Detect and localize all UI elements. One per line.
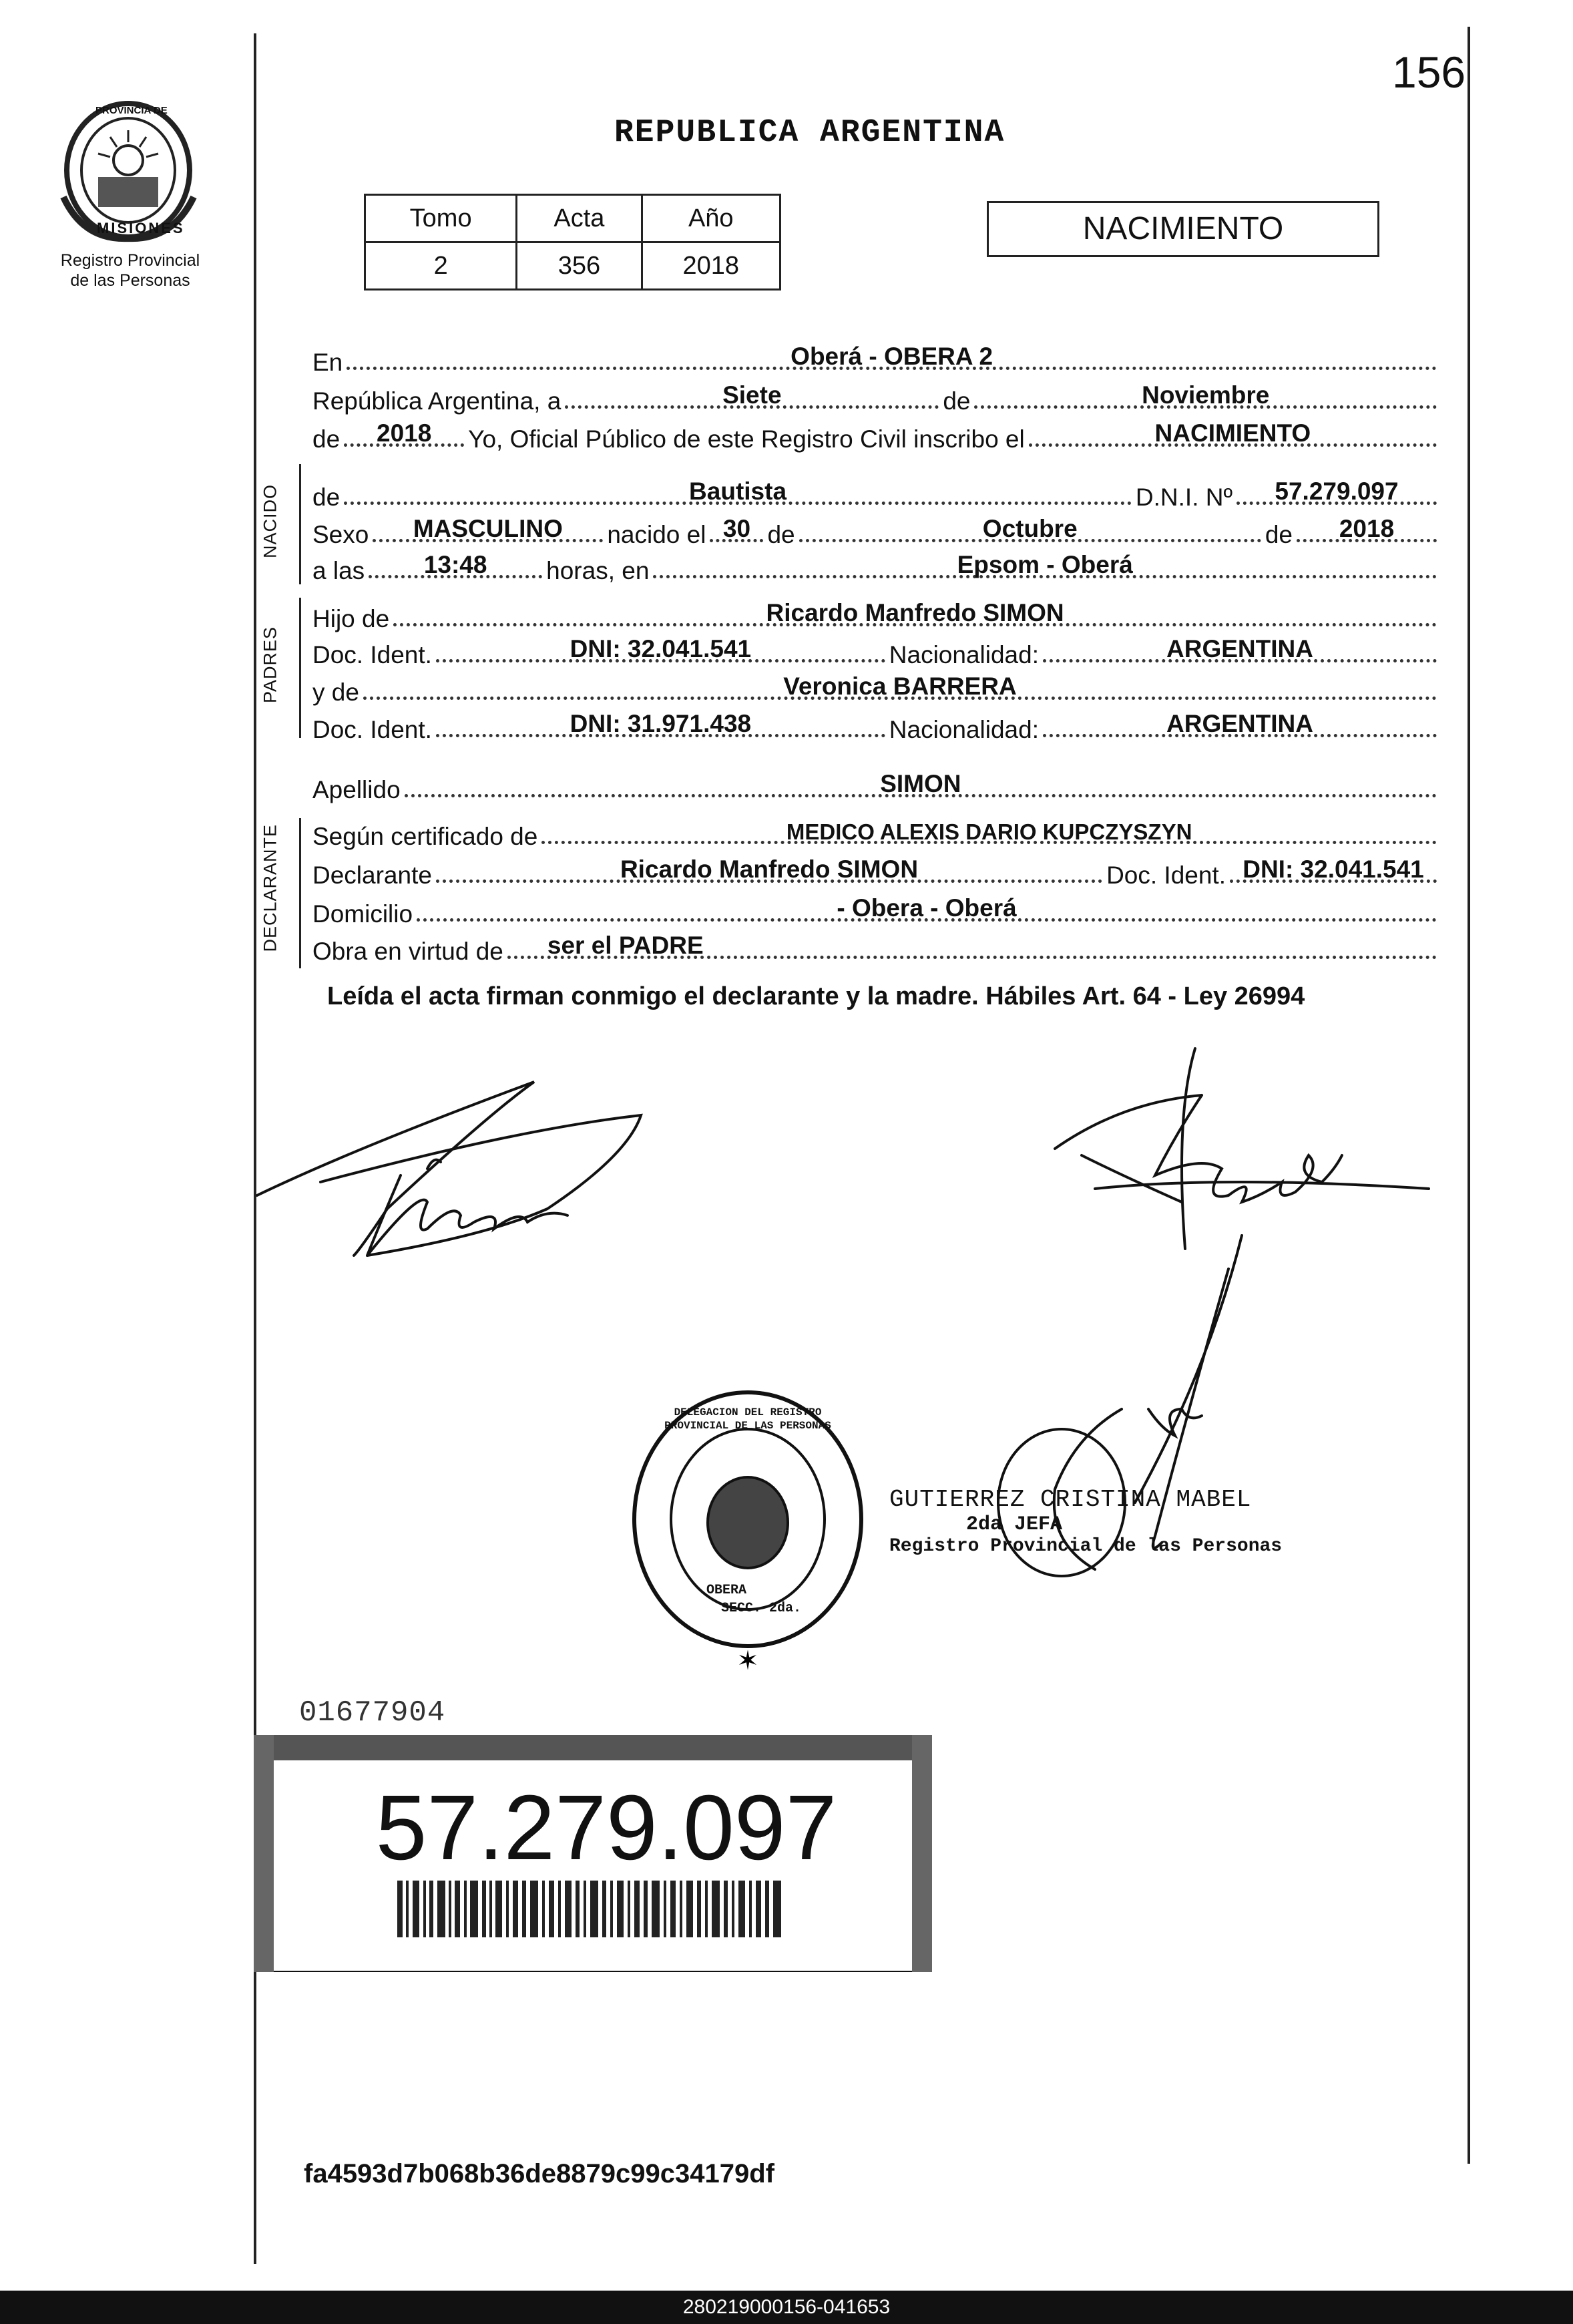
value-sexo: MASCULINO <box>413 515 563 542</box>
closing-note: Leída el acta firman conmigo el declarante y la madre. Hábiles Art. 64 - Ley 26994 <box>327 982 1305 1010</box>
value-padre-nacionalidad: ARGENTINA <box>1166 635 1313 662</box>
label-hijo-de: Hijo de <box>312 605 390 632</box>
label-padre-nacionalidad: Nacionalidad: <box>889 641 1039 668</box>
value-lugar-registro: Oberá - OBERA 2 <box>791 343 993 370</box>
serial-number: 01677904 <box>299 1696 446 1730</box>
section-bracket-nacido <box>299 464 301 584</box>
label-de-mes-nacimiento: de <box>767 521 795 548</box>
value-anio-nacimiento: 2018 <box>1339 515 1395 542</box>
reference-table <box>364 194 781 290</box>
label-nacido-de: de <box>312 483 341 511</box>
logo-caption-line-1: Registro Provincial <box>60 251 200 270</box>
row-anio-inscribo <box>312 417 1441 455</box>
value-padre: Ricardo Manfredo SIMON <box>766 599 1064 626</box>
label-madre-doc: Doc. Ident. <box>312 716 432 743</box>
label-certificado: Según certificado de <box>312 823 538 850</box>
document-hash: fa4593d7b068b36de8879c99c34179df <box>304 2159 774 2188</box>
value-dia-nacimiento: 30 <box>722 515 751 542</box>
registry-seal <box>628 1366 868 1686</box>
svg-text:✶: ✶ <box>736 1646 759 1676</box>
label-a-las: a las <box>312 557 365 584</box>
value-lugar-nacimiento: Epsom - Oberá <box>957 551 1133 578</box>
label-en: En <box>312 349 343 376</box>
label-horas-en: horas, en <box>546 557 650 584</box>
value-anio-inscripcion: 2018 <box>377 419 432 447</box>
signature-madre <box>1055 1048 1429 1249</box>
reference-value-anio: 2018 <box>642 242 780 290</box>
value-madre-doc: DNI: 31.971.438 <box>570 710 752 737</box>
reference-header-acta: Acta <box>517 195 642 242</box>
official-office: Registro Provincial de las Personas <box>889 1536 1283 1557</box>
reference-header-anio: Año <box>642 195 780 242</box>
label-y-de: y de <box>312 679 359 706</box>
row-apellido <box>312 768 1441 805</box>
label-nacido-el: nacido el <box>607 521 706 548</box>
section-label-declarante: DECLARANTE <box>260 823 280 952</box>
section-label-nacido: NACIDO <box>260 484 280 559</box>
value-dia-inscripcion: Siete <box>722 381 782 409</box>
value-declarante: Ricardo Manfredo SIMON <box>620 855 919 883</box>
official-role: 2da JEFA <box>966 1513 1063 1536</box>
value-madre-nacionalidad: ARGENTINA <box>1166 710 1313 737</box>
value-madre: Veronica BARRERA <box>783 672 1017 700</box>
value-apellido: SIMON <box>880 770 961 797</box>
value-certificado: MEDICO ALEXIS DARIO KUPCZYSZYN <box>786 819 1192 844</box>
reference-header-tomo: Tomo <box>365 195 517 242</box>
row-obra-virtud <box>312 930 1441 967</box>
label-sexo: Sexo <box>312 521 369 548</box>
seal-inner-text-2: SECC. 2da. <box>721 1601 802 1616</box>
act-type-box: NACIMIENTO <box>987 201 1379 257</box>
label-de-anio-nacimiento: de <box>1265 521 1293 548</box>
value-declarante-doc: DNI: 32.041.541 <box>1243 855 1424 883</box>
logo-text-top: PROVINCIA DE <box>95 105 168 116</box>
official-name: GUTIERREZ CRISTINA MABEL <box>889 1486 1252 1513</box>
label-declarante-doc: Doc. Ident. <box>1106 861 1226 889</box>
logo-caption <box>27 250 234 290</box>
value-domicilio: - Obera - Oberá <box>837 894 1017 922</box>
seal-ring-text: DELEGACION DEL REGISTRO PROVINCIAL DE LAS PERSONAS <box>664 1406 831 1432</box>
label-obra-virtud: Obra en virtud de <box>312 938 503 965</box>
reference-value-acta: 356 <box>517 242 642 290</box>
value-dni: 57.279.097 <box>1275 477 1399 505</box>
label-padre-doc: Doc. Ident. <box>312 641 432 668</box>
row-hora-lugar <box>312 549 1441 586</box>
seal-inner-text-1: OBERA <box>706 1583 747 1598</box>
section-label-padres: PADRES <box>260 626 280 704</box>
id-label-number: 57.279.097 <box>375 1776 837 1879</box>
footer-code: 280219000156-041653 <box>0 2291 1573 2324</box>
label-yo-oficial: Yo, Oficial Público de este Registro Civil inscribo el <box>468 425 1025 453</box>
official-stamp <box>889 1486 1282 1557</box>
label-republica: República Argentina, a <box>312 387 561 415</box>
page-number: 156 <box>1392 47 1466 97</box>
label-de-anio: de <box>312 425 341 453</box>
label-apellido: Apellido <box>312 776 401 803</box>
logo-caption-line-2: de las Personas <box>70 271 190 290</box>
label-domicilio: Domicilio <box>312 900 413 928</box>
label-dni: D.N.I. Nº <box>1135 483 1232 511</box>
section-bracket-padres <box>299 598 301 738</box>
value-nombre: Bautista <box>689 477 787 505</box>
logo-text-bottom: MISIONES <box>97 220 185 236</box>
signature-declarante <box>257 1082 641 1255</box>
label-madre-nacionalidad: Nacionalidad: <box>889 716 1039 743</box>
reference-table-header-row <box>365 195 780 242</box>
reference-value-tomo: 2 <box>365 242 517 290</box>
label-de-mes: de <box>943 387 971 415</box>
value-obra-virtud: ser el PADRE <box>547 932 704 959</box>
value-hora: 13:48 <box>423 551 487 578</box>
value-padre-doc: DNI: 32.041.541 <box>570 635 752 662</box>
label-declarante: Declarante <box>312 861 432 889</box>
value-inscribo: NACIMIENTO <box>1154 419 1311 447</box>
value-mes-inscripcion: Noviembre <box>1142 381 1270 409</box>
value-mes-nacimiento: Octubre <box>982 515 1078 542</box>
row-madre-doc <box>312 708 1441 745</box>
section-bracket-declarante <box>299 818 301 968</box>
document-title: REPUBLICA ARGENTINA <box>614 115 1005 151</box>
reference-table-value-row <box>365 242 780 290</box>
province-logo <box>57 97 200 244</box>
